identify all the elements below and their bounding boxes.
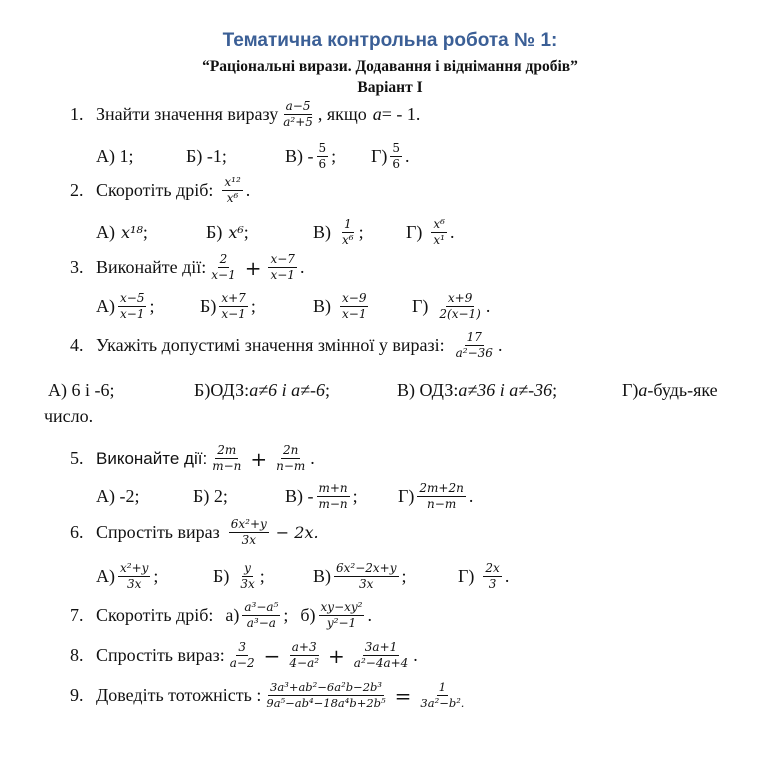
- q4-option-c: В) ОДЗ: a≠36 і a≠-36 ;: [397, 379, 558, 400]
- page-subtitle: “Раціональні вирази. Додавання і віднімання дробів”: [202, 58, 578, 75]
- q1-number: 1.: [70, 104, 84, 124]
- q6-option-c: В) $\frac{\text{6x²−2x+y}}{3x}$ ;: [313, 560, 407, 591]
- q3-option-d: Г) $\frac{x+9}{2(x-1)}$ .: [412, 290, 491, 321]
- q5-options: [96, 481, 516, 511]
- q6-options: [96, 561, 516, 591]
- question-9: 9. Доведіть тотожність : $\frac{\text{3a³+ab²−6a²b−2b³}}{\text{9a⁵−ab⁴−18a⁴b+2b⁵}}$ = $\frac{1}{\text{3a²−b².}}$: [70, 680, 465, 710]
- q1-expression: $\frac{a-5}{\text{a²+5}}$: [283, 99, 313, 129]
- question-5: 5. Виконайте дії: $\frac{2m}{m-n}$ + $\frac{2n}{n-m}$ .: [70, 443, 315, 473]
- q2-options: [96, 218, 496, 246]
- q2-option-a: А) x¹⁸ ;: [96, 221, 148, 242]
- q3-option-c: В) $\frac{x-9}{x-1}$: [313, 290, 367, 321]
- q2-option-d: Г) $\frac{\text{x⁶}}{\text{x¹}}$ .: [406, 216, 455, 247]
- question-2: 2. Скоротіть дріб: $\frac{\text{x¹²}}{\text{x⁶}}$ .: [70, 175, 251, 205]
- page-title: Тематична контрольна робота № 1:: [222, 30, 558, 51]
- q3-option-a: А) $\frac{x-5}{x-1}$ ;: [96, 290, 155, 321]
- q4-option-d: Г) a -будь-яке: [622, 379, 718, 400]
- q5-option-d: Г) $\frac{2m+2n}{n-m}$ .: [398, 480, 474, 511]
- q3-options: [96, 291, 516, 321]
- q6-option-b: Б) $\frac{y}{3x}$ ;: [213, 560, 265, 591]
- question-7: 7. Скоротіть дріб: а) $\frac{\text{a³−a⁵}}{\text{a³−a}}$ ; б) $\frac{\text{xy−xy²}}{\text{y²−1}}$ .: [70, 600, 372, 630]
- q1-option-c: В) - $\frac{5}{6}$ ;: [285, 140, 337, 171]
- q3-option-b: Б) $\frac{x+7}{x-1}$ ;: [200, 290, 256, 321]
- question-3: 3. Виконайте дії: $\frac{2}{x-1}$ + $\frac{x-7}{x-1}$ .: [70, 252, 305, 282]
- q4-option-b: Б)ОДЗ: a≠6 і a≠-6 ;: [194, 379, 330, 400]
- q7-part-b: $\frac{\text{xy−xy²}}{\text{y²−1}}$: [320, 600, 363, 630]
- q1-option-d: Г) $\frac{5}{6}$ .: [371, 140, 410, 171]
- question-1: 1. Знайти значення виразу $\frac{a-5}{\text{a²+5}}$ , якщо a = - 1.: [70, 99, 421, 129]
- q1-option-b: Б) -1;: [186, 145, 227, 166]
- variant-label: Варіант І: [357, 79, 423, 96]
- q6-option-d: Г) $\frac{2x}{3}$ .: [458, 560, 510, 591]
- q7-part-a: $\frac{\text{a³−a⁵}}{\text{a³−a}}$: [244, 600, 279, 630]
- q2-expression: $\frac{\text{x¹²}}{\text{x⁶}}$: [224, 175, 241, 205]
- q1-options: [96, 140, 496, 171]
- q2-option-b: Б) x⁶ ;: [206, 221, 249, 242]
- q6-option-a: А) $\frac{\text{x²+y}}{3x}$ ;: [96, 560, 159, 591]
- question-8: 8. Спростіть вираз: $\frac{3}{a-2}$ − $\frac{a+3}{\text{4−a²}}$ + $\frac{3a+1}{\text{a²−4a+4}}$ .: [70, 640, 418, 670]
- q4-option-d-continued: число.: [44, 406, 94, 426]
- question-6: 6. Спростіть вираз $\frac{\text{6x²+y}}{3x}$ − 2x.: [70, 517, 319, 547]
- q5-option-a: А) -2;: [96, 485, 140, 506]
- q2-option-c: В) $\frac{1}{\text{x⁶}}$ ;: [313, 216, 364, 247]
- q1-text: Знайти значення виразу: [96, 104, 279, 124]
- q1-option-a: А) 1;: [96, 145, 134, 166]
- q4-options: [48, 378, 748, 402]
- q5-option-b: Б) 2;: [193, 485, 228, 506]
- q4-option-a: А) 6 і -6;: [48, 379, 115, 400]
- q5-option-c: В) - $\frac{m+n}{m-n}$ ;: [285, 480, 358, 511]
- question-4: 4. Укажіть допустимі значення змінної у виразі: $\frac{17}{\text{a²−36}}$ .: [70, 330, 503, 360]
